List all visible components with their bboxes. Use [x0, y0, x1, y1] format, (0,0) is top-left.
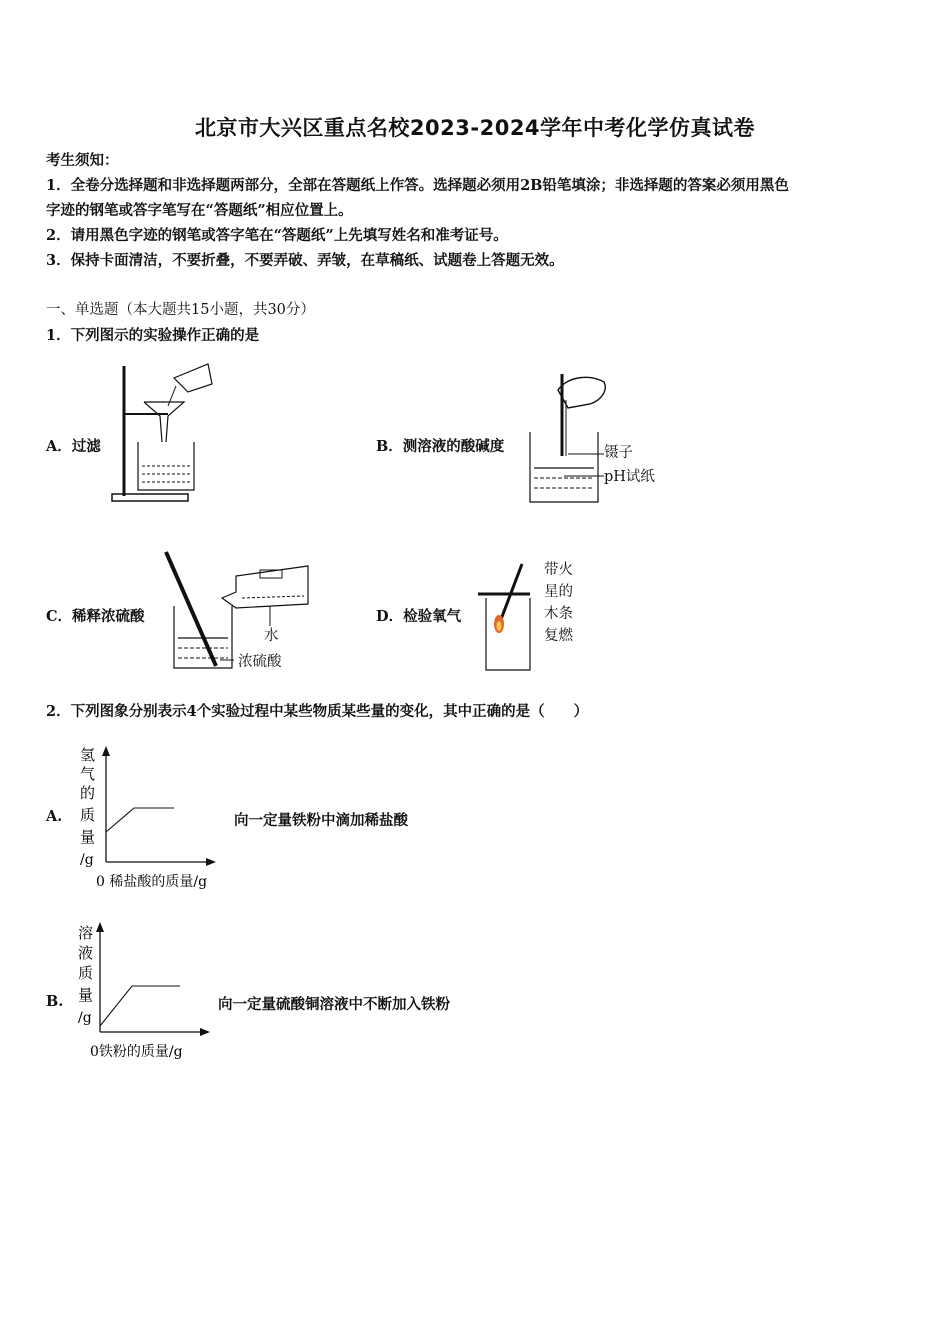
- annotation-tweezers: 镊子: [604, 445, 633, 461]
- annotation-water: 水: [264, 628, 279, 644]
- section-heading: 一、单选题（本大题共15小题，共30分）: [46, 302, 315, 318]
- ph-test-diagram: [524, 370, 614, 506]
- x-axis-label: 0铁粉的质量/g: [90, 1044, 183, 1060]
- notice-line: 字迹的钢笔或答字笔写在“答题纸”相应位置上。: [46, 202, 353, 219]
- notice-heading: 考生须知：: [46, 152, 119, 169]
- annotation-stick: 木条: [544, 606, 573, 622]
- question-1-stem: 1．下列图示的实验操作正确的是: [46, 327, 260, 344]
- question-2-stem: 2．下列图象分别表示4个实验过程中某些物质某些量的变化，其中正确的是（ ）: [46, 703, 589, 720]
- filtration-diagram: [108, 356, 220, 506]
- annotation-ph-paper: pH试纸: [604, 469, 655, 485]
- q2-option-b-letter: B.: [46, 993, 64, 1010]
- notice-line: 1．全卷分选择题和非选择题两部分，全部在答题纸上作答。选择题必须用2B铅笔填涂；非选择题的答案必须用黑色: [46, 177, 789, 194]
- notice-line: 3．保持卡面清洁，不要折叠，不要弄破、弄皱，在草稿纸、试题卷上答题无效。: [46, 252, 564, 269]
- q2-graph-a: [76, 742, 228, 892]
- q2-option-b-desc: 向一定量硫酸铜溶液中不断加入铁粉: [218, 996, 450, 1013]
- q2-option-a-desc: 向一定量铁粉中滴加稀盐酸: [234, 812, 408, 829]
- annotation-glowing: 带火: [544, 562, 573, 578]
- q2-option-a-letter: A.: [46, 808, 63, 825]
- y-axis-label: /g: [80, 852, 94, 868]
- y-axis-label: 量: [78, 986, 94, 1004]
- q1-option-b-label: B．测溶液的酸碱度: [376, 438, 505, 455]
- y-axis-label: 的: [80, 784, 96, 802]
- x-axis-label: 0 稀盐酸的质量/g: [96, 874, 208, 890]
- y-axis-label: 氢: [80, 746, 96, 764]
- y-axis-label: /g: [78, 1010, 92, 1026]
- dilution-diagram: [158, 548, 314, 674]
- y-axis-label: 量: [80, 828, 96, 846]
- annotation-splint: 星的: [544, 584, 573, 600]
- y-axis-label: 液: [78, 944, 94, 962]
- q1-option-c-label: C．稀释浓硫酸: [46, 608, 145, 625]
- oxygen-test-diagram: [470, 558, 542, 674]
- y-axis-label: 溶: [78, 924, 94, 942]
- annotation-relight: 复燃: [544, 628, 573, 644]
- y-axis-label: 气: [80, 765, 96, 783]
- page-title: 北京市大兴区重点名校2023-2024学年中考化学仿真试卷: [194, 116, 756, 140]
- q2-graph-b: [76, 918, 216, 1064]
- y-axis-label: 质: [80, 806, 96, 824]
- y-axis-label: 质: [78, 964, 94, 982]
- q1-option-a-label: A．过滤: [46, 438, 101, 455]
- q1-option-d-label: D．检验氧气: [376, 608, 462, 625]
- notice-line: 2．请用黑色字迹的钢笔或答字笔在“答题纸”上先填写姓名和准考证号。: [46, 227, 508, 244]
- annotation-conc-acid: 浓硫酸: [238, 654, 282, 670]
